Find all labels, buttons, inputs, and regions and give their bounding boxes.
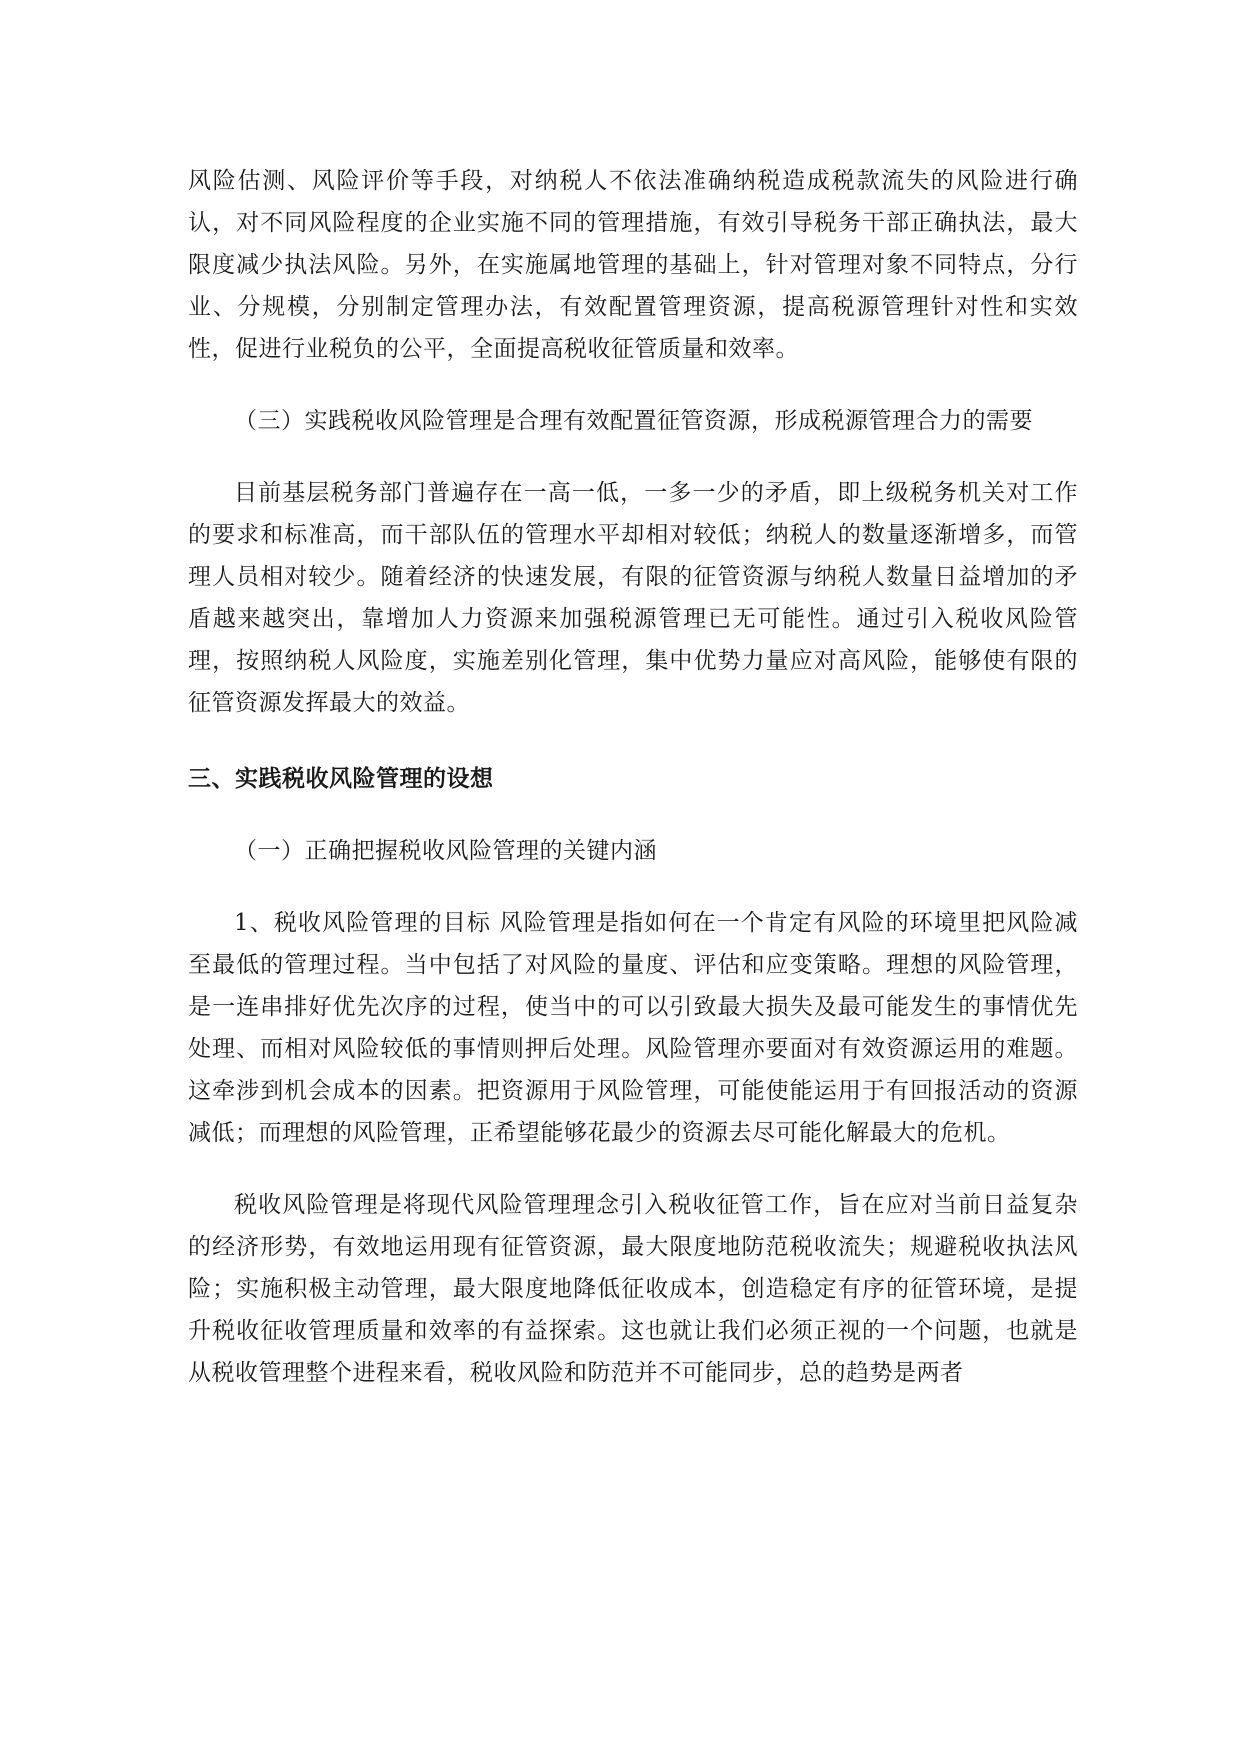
spacer [188, 800, 1078, 830]
paragraph-tax-risk-management: 税收风险管理是将现代风险管理理念引入税收征管工作，旨在应对当前日益复杂的经济形势，有效地运用现有征管资源，最大限度地防范税收流失；规避税收执法风险；实施积极主动管理，最大限度地降低征收成本，创造稳定有序的征管环境，是提升税收征收管理质量和效率的有益探索。这也就让我们必须正视的一个问题，也就是从税收管理整个进程来看，税收风险和防范并不可能同步，总的趋势是两者 [188, 1192, 1078, 1386]
spacer [188, 872, 1078, 902]
subheading-one: （一）正确把握税收风险管理的关键内涵 [234, 838, 657, 864]
paragraph-grassroots-contradiction: 目前基层税务部门普遍存在一高一低，一多一少的矛盾，即上级税务机关对工作的要求和标准高，而干部队伍的管理水平却相对较低；纳税人的数量逐渐增多，而管理人员相对较少。随着经济的快速发展，有限的征管资源与纳税人数量日益增加的矛盾越来越突出，靠增加人力资源来加强税源管理已无可能性。通过引入税收风险管理，按照纳税人风险度，实施差别化管理，集中优势力量应对高风险，能够使有限的征管资源发挥最大的效益。 [188, 480, 1078, 716]
spacer [188, 724, 1078, 758]
paragraph-risk-identification: 风险估测、风险评价等手段，对纳税人不依法准确纳税造成税款流失的风险进行确认，对不同风险程度的企业实施不同的管理措施，有效引导税务干部正确执法，最大限度减少执法风险。另外，在实施属地管理的基础上，针对管理对象不同特点，分行业、分规模，分别制定管理办法，有效配置管理资源，提高税源管理针对性和实效性，促进行业税负的公平，全面提高税收征管质量和效率。 [188, 168, 1078, 362]
paragraph-risk-management-goal: 1、税收风险管理的目标 风险管理是指如何在一个肯定有风险的环境里把风险减至最低的管理过程。当中包括了对风险的量度、评估和应变策略。理想的风险管理，是一连串排好优先次序的过程，使当中的可以引致最大损失及最可能发生的事情优先处理、而相对风险较低的事情则押后处理。风险管理亦要面对有效资源运用的难题。这牵涉到机会成本的因素。把资源用于风险管理，可能使能运用于有回报活动的资源减低；而理想的风险管理，正希望能够花最少的资源去尽可能化解最大的危机。 [188, 910, 1078, 1146]
spacer [188, 442, 1078, 472]
spacer [188, 1154, 1078, 1184]
spacer [188, 370, 1078, 400]
subheading-three: （三）实践税收风险管理是合理有效配置征管资源，形成税源管理合力的需要 [234, 408, 1033, 434]
document-page [188, 160, 1078, 1394]
section-heading-three: 三、实践税收风险管理的设想 [188, 766, 494, 792]
